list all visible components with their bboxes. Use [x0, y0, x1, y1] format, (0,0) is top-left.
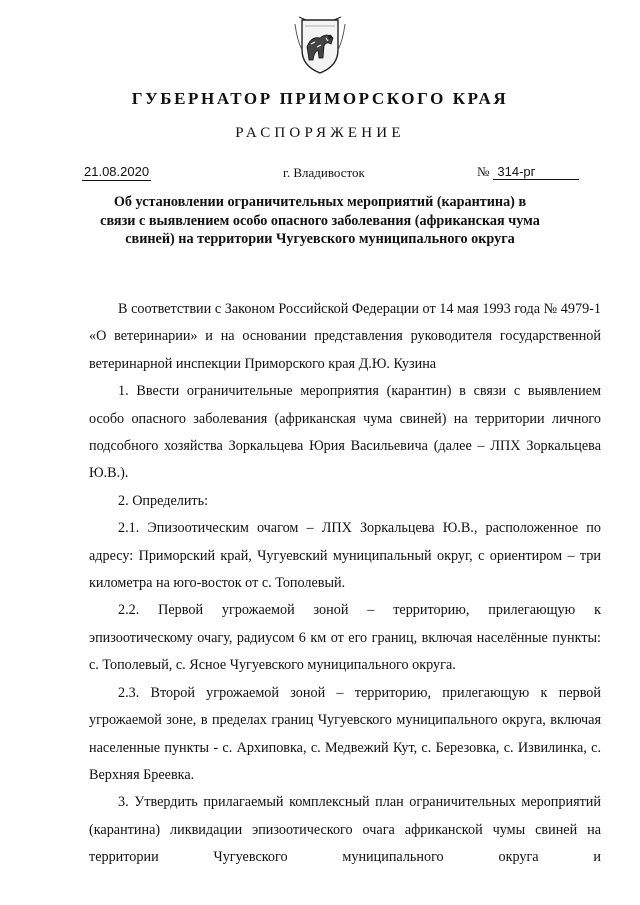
document-title: Об установлении ограничительных мероприятий (карантина) в связи с выявлением особо опасного заболевания (африканская чума свиней) на территории Чугуевского муниципального округа — [100, 194, 540, 247]
clause-2-2: 2.2. Первой угрожаемой зоной – территорию, прилегающую к эпизоотическому очагу, радиусом 6 км от его границ, включая населённые пункты: с. Тополевый, с. Ясное Чугуевского муниципального округа. — [89, 602, 601, 674]
document-type: РАСПОРЯЖЕНИЕ — [235, 125, 405, 141]
document-body — [89, 296, 601, 872]
clause-2-3: 2.3. Второй угрожаемой зоной – территорию, прилегающую к первой угрожаемой зоне, в пределах границ Чугуевского муниципального округа, включая населенные пункты - с. Архиповка, с. Медвежий Кут, с. Березовка, с. Извилинка, с. Верхняя Бреевка. — [89, 684, 601, 783]
clause-3: 3. Утвердить прилагаемый комплексный план ограничительных мероприятий (карантина) ликвидации эпизоотического очага африканской чумы свиней на территории Чугуевского муниципального округа и — [89, 794, 601, 866]
document-number — [477, 164, 579, 180]
number-sign: № — [477, 164, 490, 179]
issuing-authority: ГУБЕРНАТОР ПРИМОРСКОГО КРАЯ — [131, 89, 509, 108]
number-value: 314-рг — [493, 164, 579, 180]
clause-1: 1. Ввести ограничительные мероприятия (карантин) в связи с выявлением особо опасного заболевания (африканская чума свиней) на территории личного подсобного хозяйства Зоркальцева Юрия Васильевича (далее – ЛПХ Зоркальцева Ю.В.). — [89, 383, 601, 482]
clause-2: 2. Определить: — [118, 492, 209, 509]
clause-2-1: 2.1. Эпизоотическим очагом – ЛПХ Зоркальцева Ю.В., расположенное по адресу: Приморский край, Чугуевский муниципальный округ, с ориентиром – три километра на юго-восток от с. Тополевый. — [89, 520, 601, 592]
preamble-paragraph: В соответствии с Законом Российской Федерации от 14 мая 1993 года № 4979-1 «О ветеринарии» и на основании представления руководителя государственной ветеринарной инспекции Приморского края Д.Ю. Кузина — [89, 301, 601, 372]
document-city: г. Владивосток — [283, 165, 365, 180]
primorye-coat-of-arms-tiger-icon — [293, 14, 347, 76]
document-date: 21.08.2020 — [84, 164, 150, 179]
